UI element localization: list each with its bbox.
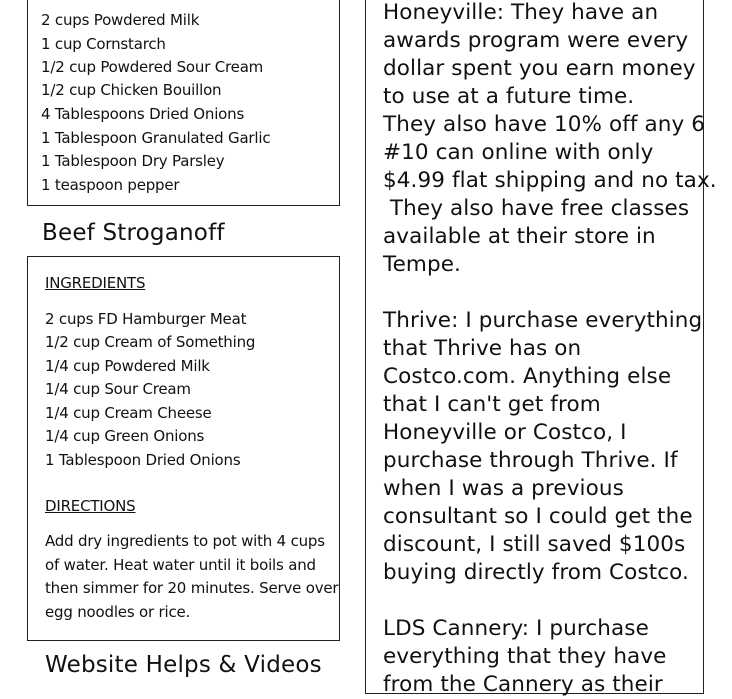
- text-line: everything that they have: [383, 644, 667, 669]
- text-line: Tempe.: [383, 252, 461, 277]
- text-line: purchase through Thrive. If: [383, 448, 678, 473]
- directions-line: egg noodles or rice.: [45, 603, 191, 621]
- text-line: discount, I still saved $100s: [383, 532, 686, 557]
- ingredient-line: 1/4 cup Powdered Milk: [45, 357, 210, 375]
- text-line: awards program were every: [383, 28, 689, 53]
- website-helps-heading: Website Helps & Videos: [45, 652, 322, 678]
- text-line: available at their store in: [383, 224, 656, 249]
- recipe-title: Beef Stroganoff: [42, 220, 225, 246]
- store-info-box: [365, 0, 717, 697]
- text-line: that I can't get from: [383, 392, 601, 417]
- text-line: They also have 10% off any 6: [383, 112, 706, 137]
- directions-line: then simmer for 20 minutes. Serve over: [45, 579, 339, 597]
- text-line: that Thrive has on: [383, 336, 582, 361]
- text-line: Costco.com. Anything else: [383, 364, 672, 389]
- ingredient-line: 1 cup Cornstarch: [41, 35, 166, 53]
- text-line: dollar spent you earn money: [383, 56, 696, 81]
- text-line: buying directly from Costco.: [383, 560, 689, 585]
- ingredient-line: 1/2 cup Cream of Something: [45, 333, 256, 351]
- text-line: $4.99 flat shipping and no tax.: [383, 168, 717, 193]
- ingredient-line: 1/4 cup Sour Cream: [45, 380, 191, 398]
- text-line: from the Cannery as their: [383, 672, 663, 697]
- ingredient-line: 1/4 cup Cream Cheese: [45, 404, 212, 422]
- ingredient-line: 1 Tablespoon Granulated Garlic: [41, 129, 271, 147]
- text-line: Honeyville or Costco, I: [383, 420, 627, 445]
- ingredient-line: 1 teaspoon pepper: [41, 176, 180, 194]
- top-recipe-box: [27, 0, 340, 206]
- ingredient-line: 1/2 cup Chicken Bouillon: [41, 81, 222, 99]
- stroganoff-recipe-box: [27, 256, 340, 641]
- text-line: to use at a future time.: [383, 84, 635, 109]
- ingredient-line: 2 cups Powdered Milk: [41, 11, 200, 29]
- ingredient-line: 4 Tablespoons Dried Onions: [41, 105, 245, 123]
- text-line: #10 can online with only: [383, 140, 654, 165]
- directions-line: of water. Heat water until it boils and: [45, 556, 316, 574]
- text-line: Thrive: I purchase everything: [383, 308, 703, 333]
- text-line: LDS Cannery: I purchase: [383, 616, 649, 641]
- text-line: when I was a previous: [383, 476, 624, 501]
- ingredient-line: 2 cups FD Hamburger Meat: [45, 310, 247, 328]
- ingredients-heading: INGREDIENTS: [45, 274, 146, 292]
- ingredient-line: 1 Tablespoon Dry Parsley: [41, 152, 225, 170]
- text-line: They also have free classes: [383, 196, 690, 221]
- ingredient-line: 1/2 cup Powdered Sour Cream: [41, 58, 264, 76]
- ingredient-line: 1/4 cup Green Onions: [45, 427, 205, 445]
- text-line: Honeyville: They have an: [383, 0, 659, 25]
- text-line: consultant so I could get the: [383, 504, 693, 529]
- ingredient-line: 1 Tablespoon Dried Onions: [45, 451, 241, 469]
- directions-heading: DIRECTIONS: [45, 497, 136, 515]
- directions-line: Add dry ingredients to pot with 4 cups: [45, 532, 325, 550]
